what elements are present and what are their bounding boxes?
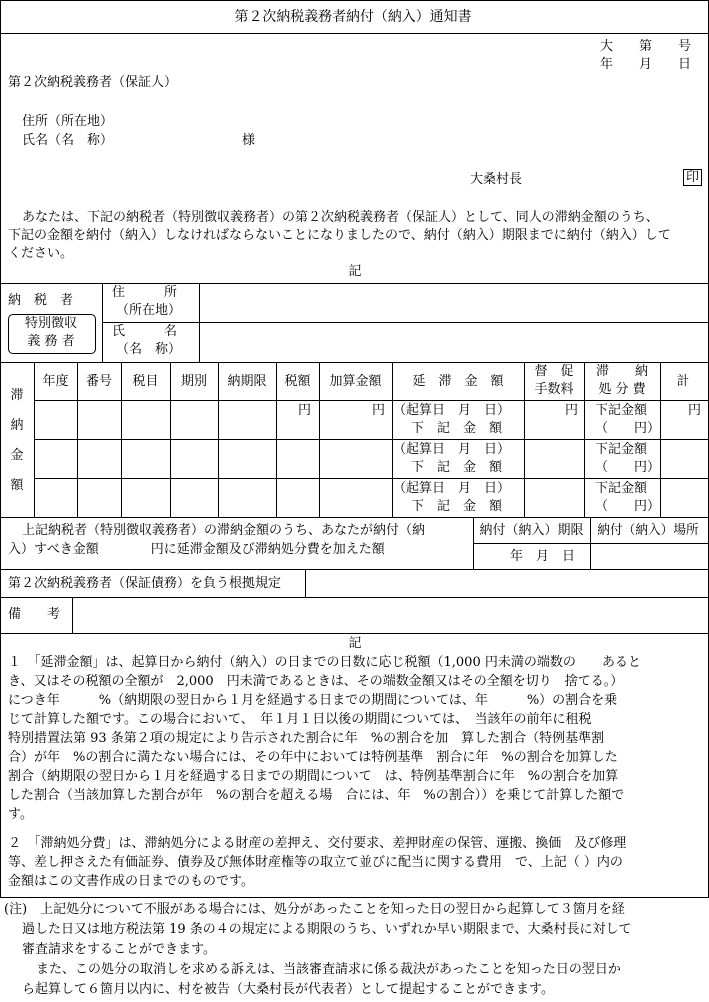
- col-header-period: 期別: [180, 374, 207, 389]
- arrears-row-line-2: [34, 478, 709, 479]
- remarks-label: 備 考: [8, 607, 61, 622]
- row1-late-line-1: （起算日 月 日）: [393, 403, 511, 418]
- arrears-side-label-1: 滞: [10, 388, 24, 403]
- document-number: 大 第 号: [600, 39, 692, 54]
- address-label: 住所（所在地）: [22, 114, 114, 129]
- note2-line-3: 金額はこの文書作成の日までのものです。: [8, 874, 254, 889]
- note2-line-2: 等、差し押さえた有価証券、債券及び無体財産権等の取立て並びに配当に関する費用 で、上記（ ）内の: [8, 855, 623, 870]
- row1-disp-line-2: （ 円）: [595, 421, 661, 436]
- body-line-3: ください。: [8, 246, 74, 261]
- footer-line-1: (注) 上記処分について不服がある場合には、処分があったことを知った日の翌日から起算して３箇月を経: [4, 902, 625, 917]
- col-header-year: 年度: [42, 374, 69, 389]
- basis-bottom-line: [0, 597, 709, 598]
- ki-heading-2: 記: [348, 636, 362, 651]
- footer-line-4: また、この処分の取消しを求める訴えは、当該審査請求に係る裁決があったことを知った日の翌日か: [36, 962, 621, 977]
- col-header-late: 延 滞 金 額: [412, 374, 504, 389]
- col-header-due: 納期限: [227, 374, 267, 389]
- note1-line-8: した割合（当該加算した割合が年 %の割合を超える場 合には、年 %の割合））を乗じて計算した額で: [8, 788, 625, 803]
- note1-line-2: き、又はその税額の全額が 2,000 円未満であるときは、その端数金額又はその全額を切り 捨てる。）: [8, 674, 624, 689]
- row2-disp-line-1: 下記金額: [595, 442, 648, 457]
- arrears-side-label-2: 納: [10, 418, 24, 433]
- footer-line-5: ら起算して６箇月以内に、村を被告（大桑村長が代表者）として提起することができます。: [22, 982, 554, 997]
- basis-divider: [305, 569, 306, 597]
- deadline-value: 年 月 日: [510, 549, 576, 564]
- arrears-side-label-3: 金: [10, 448, 24, 463]
- col-header-total: 計: [676, 374, 690, 389]
- col-header-added: 加算金額: [329, 374, 382, 389]
- taxpayer-name-label-1: 氏 名: [112, 324, 178, 339]
- seal-text: 印: [683, 169, 702, 186]
- row1-late-line-2: 下 記 金 額: [411, 421, 503, 436]
- taxpayer-address-label-2: （所在地）: [116, 303, 182, 318]
- title-divider: [0, 33, 709, 34]
- taxpayer-mid-line: [102, 322, 709, 323]
- col-header-number: 番号: [85, 374, 112, 389]
- row1-tax-yen: 円: [298, 403, 312, 418]
- row3-disp-line-2: （ 円）: [595, 499, 661, 514]
- row3-disp-line-1: 下記金額: [595, 481, 648, 496]
- note1-line-9: す。: [8, 807, 33, 822]
- taxpayer-top-line: [0, 283, 709, 284]
- col-header-item: 税目: [132, 374, 159, 389]
- deadline-label: 納付（納入）期限: [479, 523, 584, 538]
- summary-line-2: 入）すべき金額 円に延滞金額及び滞納処分費を加えた額: [8, 542, 385, 557]
- taxpayer-name-label-2: （名 称）: [116, 342, 182, 357]
- summary-bottom-line: [0, 569, 709, 570]
- note2-line-1: ２ 「滞納処分費」は、滞納処分による財産の差押え、交付要求、差押財産の保管、運搬、換価 及び修理: [8, 836, 627, 851]
- arrears-row-line-1: [34, 439, 709, 440]
- row1-total-yen: 円: [688, 403, 702, 418]
- row2-disp-line-2: （ 円）: [595, 460, 661, 475]
- col-header-fee-1: 督 促: [534, 364, 574, 379]
- arrears-bottom-line: [0, 517, 709, 518]
- col-header-fee-2: 手数料: [534, 382, 574, 397]
- note1-line-3: につき年 %（納期限の翌日から１月を経過する日までの期間については、年 %）の割合を乗: [8, 693, 618, 708]
- taxpayer-sub-2: 義 務 者: [27, 334, 75, 349]
- arrears-top-line: [0, 362, 709, 363]
- sender-name: 大桑村長: [470, 172, 523, 187]
- body-line-1: あなたは、下記の納税者（特別徴収義務者）の第２次納税義務者（保証人）として、同人の滞納金額のうち、: [22, 210, 659, 225]
- row3-late-line-1: （起算日 月 日）: [393, 481, 511, 496]
- page-title: 第２次納税義務者納付（納入）通知書: [234, 9, 472, 25]
- document-date: 年 月 日: [600, 57, 692, 72]
- col-header-disp-2: 処 分 費: [598, 382, 646, 397]
- body-line-2: 下記の金額を納付（納入）しなければならないことになりましたので、納付（納入）期限までに納付（納入）して: [8, 228, 671, 243]
- row1-added-yen: 円: [372, 403, 386, 418]
- taxpayer-address-label-1: 住 所: [112, 285, 178, 300]
- taxpayer-label: 納 税 者: [8, 293, 74, 308]
- remarks-divider: [72, 597, 73, 633]
- seal-mark: [683, 170, 702, 186]
- footer-line-2: 過した日又は地方税法第 19 条の４の規定による期限のうち、いずれか早い期限まで、大桑村長に対して: [22, 922, 632, 937]
- taxpayer-sub-1: 特別徴収: [24, 316, 77, 331]
- row2-late-line-1: （起算日 月 日）: [393, 442, 511, 457]
- note1-line-5: 特別措置法第 93 条第２項の規定により告示された割合に年 %の割合を加 算した割合（特例基準割: [8, 731, 605, 746]
- summary-line-1: 上記納税者（特別徴収義務者）の滞納金額のうち、あなたが納付（納: [22, 523, 426, 538]
- note1-line-7: 割合（納期限の翌日から１月を経過する日までの期間について は、特例基準割合に年 %の割合を加算: [8, 769, 619, 784]
- payment-place-label: 納付（納入）場所: [597, 523, 699, 538]
- deadline-mid-line: [473, 543, 709, 544]
- name-label: 氏名（名 称）: [22, 133, 114, 148]
- row1-fee-yen: 円: [565, 403, 579, 418]
- note1-line-4: じて計算した額です。この場合において、 年１月１日以後の期間については、 当該年の前年に租税: [8, 712, 592, 727]
- row2-late-line-2: 下 記 金 額: [411, 460, 503, 475]
- ki-heading: 記: [348, 264, 362, 279]
- note1-line-1: １ 「延滞金額」は、起算日から納付（納入）の日までの日数に応じ税額（1,000 円未満の端数の あると: [8, 655, 641, 670]
- basis-label: 第２次納税義務者（保証債務）を負う根拠規定: [8, 576, 282, 591]
- arrears-header-line: [34, 400, 709, 401]
- footer-line-3: 審査請求をすることができます。: [22, 942, 216, 957]
- row3-late-line-2: 下 記 金 額: [411, 499, 503, 514]
- col-header-tax: 税額: [284, 374, 311, 389]
- note1-line-6: 合）が年 %の割合に満たない場合には、その年中においては特例基準 割合に年 %の割合を加算した: [8, 750, 618, 765]
- col-header-disp-1: 滞 納: [595, 364, 648, 379]
- honorific: 様: [242, 133, 256, 148]
- row1-disp-line-1: 下記金額: [595, 403, 648, 418]
- addressee-label: 第２次納税義務者（保証人）: [8, 75, 178, 90]
- arrears-side-label-4: 額: [10, 478, 24, 493]
- remarks-bottom-line: [0, 633, 709, 634]
